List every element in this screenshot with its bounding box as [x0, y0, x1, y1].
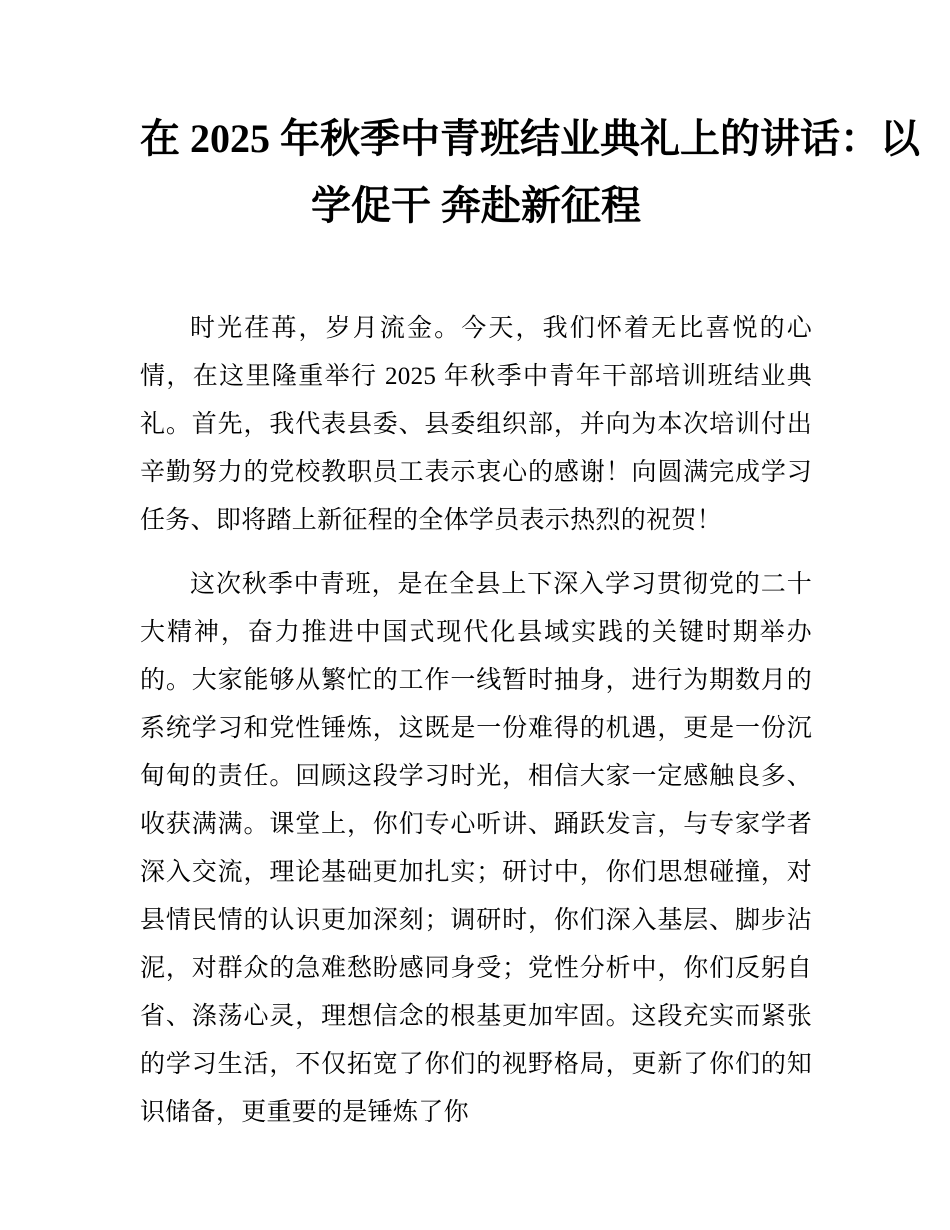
- paragraph-opening: 时光荏苒，岁月流金。今天，我们怀着无比喜悦的心情，在这里隆重举行 2025 年秋季中青年干部培训班结业典礼。首先，我代表县委、县委组织部，并向为本次培训付出辛勤努力的党校教职员工表示衷心的感谢！向圆满完成学习任务、即将踏上新征程的全体学员表示热烈的祝贺！: [140, 315, 812, 534]
- document-title-line-2: 学促干 奔赴新征程: [311, 183, 641, 228]
- document-title-line-1: 在 2025 年秋季中青班结业典礼上的讲话：以: [140, 116, 920, 161]
- document-body: [140, 305, 812, 1137]
- paragraph-review: 这次秋季中青班，是在全县上下深入学习贯彻党的二十大精神，奋力推进中国式现代化县域实践的关键时期举办的。大家能够从繁忙的工作一线暂时抽身，进行为期数月的系统学习和党性锤炼，这既是一份难得的机遇，更是一份沉甸甸的责任。回顾这段学习时光，相信大家一定感触良多、收获满满。课堂上，你们专心听讲、踊跃发言，与专家学者深入交流，理论基础更加扎实；研讨中，你们思想碰撞，对县情民情的认识更加深刻；调研时，你们深入基层、脚步沾泥，对群众的急难愁盼感同身受；党性分析中，你们反躬自省、涤荡心灵，理想信念的根基更加牢固。这段充实而紧张的学习生活，不仅拓宽了你们的视野格局，更新了你们的知识储备，更重要的是锤炼了你: [140, 571, 812, 1126]
- document-title: [140, 105, 920, 239]
